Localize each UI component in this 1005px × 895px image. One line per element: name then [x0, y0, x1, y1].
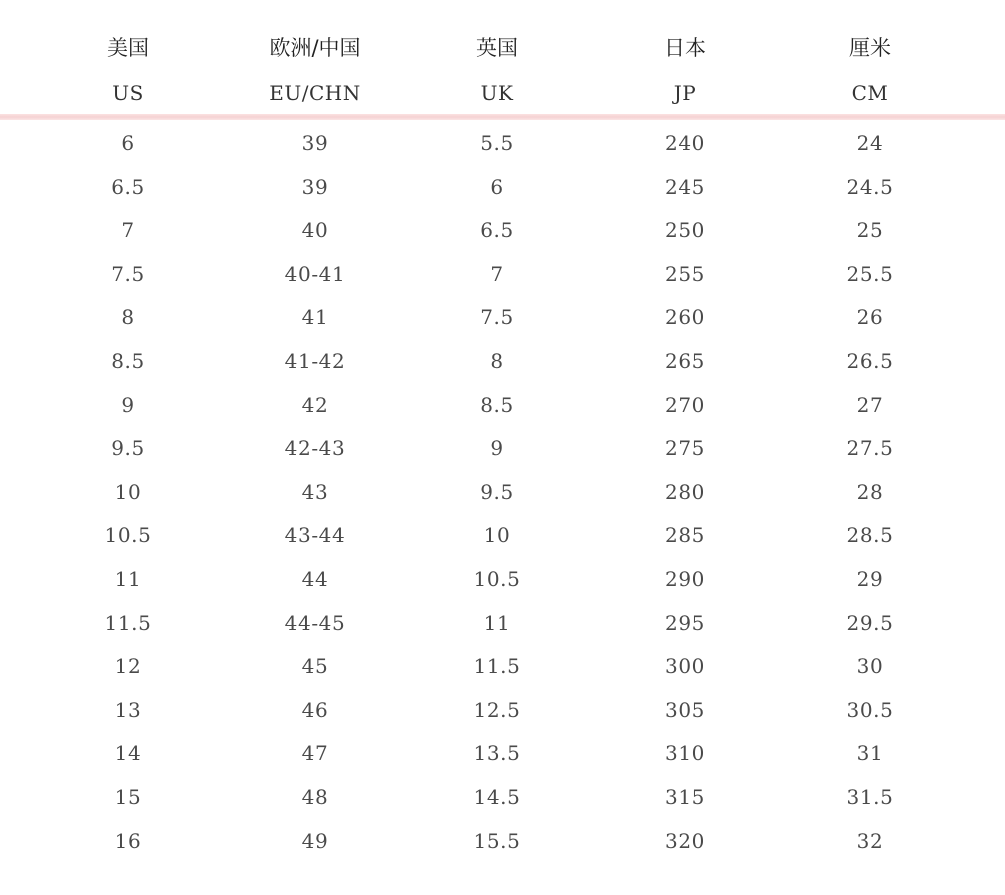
cell-eu-chn: 40-41 — [284, 261, 346, 286]
cell-uk: 13.5 — [473, 741, 521, 766]
table-row — [0, 209, 1005, 253]
cell-eu-chn: 41-42 — [284, 348, 346, 373]
cell-cm: 27 — [856, 392, 884, 417]
cell-us: 10 — [114, 479, 142, 504]
cell-us: 16 — [114, 828, 142, 853]
header-cm: CM — [851, 81, 889, 105]
cell-eu-chn: 44-45 — [284, 610, 346, 635]
table-row — [0, 776, 1005, 820]
table-row — [0, 340, 1005, 384]
cell-uk: 10.5 — [473, 566, 521, 591]
cell-jp: 315 — [665, 784, 705, 809]
cell-jp: 310 — [665, 741, 705, 766]
table-row — [0, 296, 1005, 340]
header-us: US — [112, 81, 144, 105]
cell-us: 7 — [121, 218, 135, 243]
table-row — [0, 558, 1005, 602]
cell-uk: 12.5 — [473, 697, 521, 722]
header-eu-chn: EU/CHN — [269, 81, 361, 105]
table-row — [0, 732, 1005, 776]
cell-jp: 280 — [665, 479, 705, 504]
cell-uk: 5.5 — [480, 131, 514, 155]
table-row — [0, 166, 1005, 210]
cell-us: 9.5 — [111, 436, 145, 461]
cell-us: 15 — [114, 784, 142, 809]
cell-us: 11 — [114, 566, 142, 591]
cell-us: 13 — [114, 697, 142, 722]
cell-jp: 240 — [665, 131, 705, 155]
cell-us: 6 — [121, 131, 135, 155]
cell-cm: 32 — [856, 828, 884, 853]
header-uk: UK — [480, 81, 514, 105]
header-cm-zh: 厘米 — [849, 36, 891, 60]
cell-uk: 8 — [490, 348, 504, 373]
table-row — [0, 122, 1005, 166]
cell-uk: 11.5 — [473, 654, 521, 679]
table-row — [0, 689, 1005, 733]
cell-us: 9 — [121, 392, 135, 417]
header-jp: JP — [673, 81, 697, 105]
header-uk-zh: 英国 — [476, 36, 518, 60]
cell-us: 14 — [114, 741, 142, 766]
cell-jp: 295 — [665, 610, 705, 635]
cell-us: 8.5 — [111, 348, 145, 373]
cell-eu-chn: 39 — [301, 174, 329, 199]
cell-cm: 24.5 — [846, 174, 894, 199]
cell-uk: 15.5 — [473, 828, 521, 853]
cell-cm: 28.5 — [846, 523, 894, 548]
cell-eu-chn: 47 — [301, 741, 329, 766]
cell-cm: 26 — [856, 305, 884, 330]
cell-cm: 26.5 — [846, 348, 894, 373]
cell-uk: 14.5 — [473, 784, 521, 809]
cell-jp: 300 — [665, 654, 705, 679]
table-row — [0, 645, 1005, 689]
cell-cm: 24 — [856, 131, 884, 155]
cell-us: 7.5 — [111, 261, 145, 286]
cell-eu-chn: 48 — [301, 784, 329, 809]
table-row — [0, 471, 1005, 515]
cell-cm: 29 — [856, 566, 884, 591]
header-row-chinese — [0, 33, 1005, 63]
table-row — [0, 384, 1005, 428]
cell-eu-chn: 43 — [301, 479, 329, 504]
cell-eu-chn: 46 — [301, 697, 329, 722]
cell-cm: 25.5 — [846, 261, 894, 286]
cell-cm: 31 — [856, 741, 884, 766]
table-row — [0, 514, 1005, 558]
cell-jp: 245 — [665, 174, 705, 199]
cell-jp: 250 — [665, 218, 705, 243]
cell-uk: 7 — [490, 261, 504, 286]
cell-cm: 30 — [856, 654, 884, 679]
cell-us: 11.5 — [104, 610, 152, 635]
cell-uk: 6.5 — [480, 218, 514, 243]
cell-jp: 270 — [665, 392, 705, 417]
cell-uk: 7.5 — [480, 305, 514, 330]
cell-us: 8 — [121, 305, 135, 330]
cell-jp: 320 — [665, 828, 705, 853]
cell-jp: 275 — [665, 436, 705, 461]
cell-uk: 9 — [490, 436, 504, 461]
cell-eu-chn: 42 — [301, 392, 329, 417]
cell-jp: 255 — [665, 261, 705, 286]
cell-jp: 265 — [665, 348, 705, 373]
table-row — [0, 820, 1005, 864]
table-row — [0, 427, 1005, 471]
cell-cm: 31.5 — [846, 784, 894, 809]
cell-us: 6.5 — [111, 174, 145, 199]
cell-cm: 25 — [856, 218, 884, 243]
header-us-zh: 美国 — [107, 36, 149, 60]
cell-us: 10.5 — [104, 523, 152, 548]
cell-eu-chn: 40 — [301, 218, 329, 243]
cell-jp: 260 — [665, 305, 705, 330]
cell-uk: 11 — [483, 610, 511, 635]
cell-cm: 28 — [856, 479, 884, 504]
cell-cm: 27.5 — [846, 436, 894, 461]
cell-uk: 9.5 — [480, 479, 514, 504]
cell-us: 12 — [114, 654, 142, 679]
cell-uk: 6 — [490, 174, 504, 199]
cell-jp: 290 — [665, 566, 705, 591]
header-jp-zh: 日本 — [664, 36, 706, 60]
header-divider — [0, 114, 1005, 120]
cell-eu-chn: 44 — [301, 566, 329, 591]
table-body — [0, 122, 1005, 863]
cell-eu-chn: 45 — [301, 654, 329, 679]
header-row-english — [0, 79, 1005, 107]
cell-eu-chn: 41 — [301, 305, 329, 330]
cell-jp: 305 — [665, 697, 705, 722]
cell-cm: 29.5 — [846, 610, 894, 635]
cell-eu-chn: 39 — [301, 131, 329, 155]
cell-uk: 10 — [483, 523, 511, 548]
cell-cm: 30.5 — [846, 697, 894, 722]
table-row — [0, 602, 1005, 646]
cell-eu-chn: 42-43 — [284, 436, 346, 461]
table-row — [0, 253, 1005, 297]
header-eu-chn-zh: 欧洲/中国 — [269, 36, 361, 60]
cell-eu-chn: 49 — [301, 828, 329, 853]
cell-uk: 8.5 — [480, 392, 514, 417]
cell-eu-chn: 43-44 — [284, 523, 346, 548]
cell-jp: 285 — [665, 523, 705, 548]
